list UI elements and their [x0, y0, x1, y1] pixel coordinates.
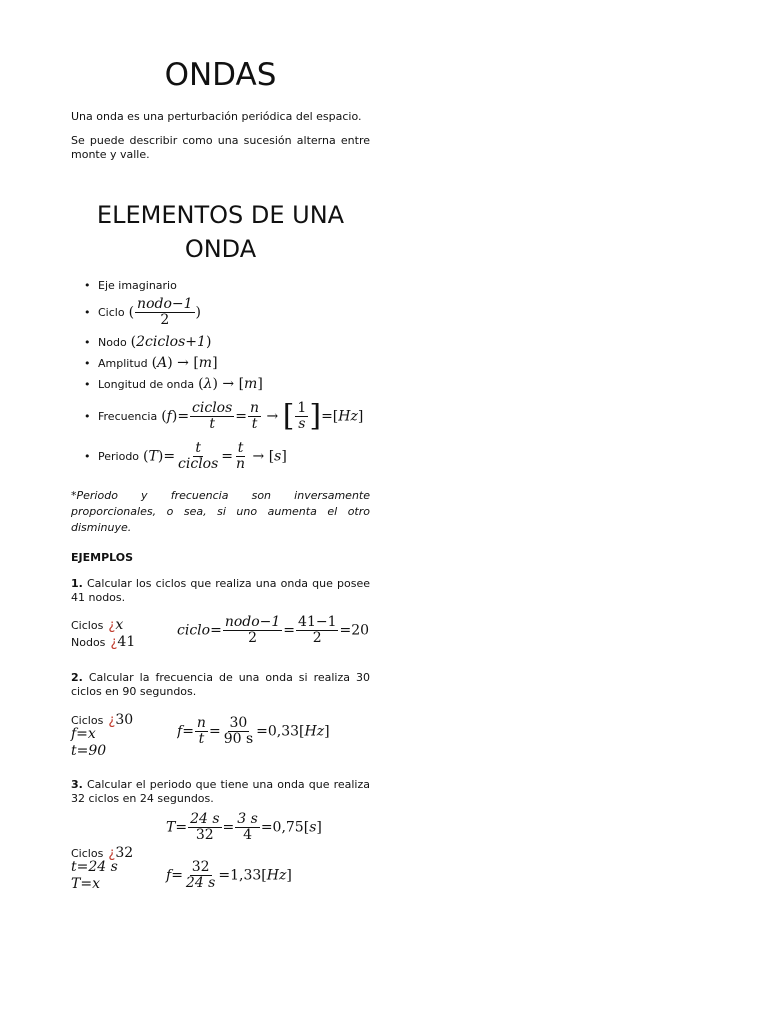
bullet: •: [84, 278, 91, 292]
example-2-given-ciclos: Ciclos ¿30: [71, 712, 134, 728]
nodo-formula: (2ciclos+1): [130, 334, 212, 350]
bullet: •: [84, 409, 91, 423]
example-1-statement: 1. Calcular los ciclos que realiza una onda que posee 41 nodos.: [71, 577, 371, 604]
list-item: [84, 438, 287, 474]
list-item: [84, 277, 177, 293]
ciclo-label: Ciclo: [98, 305, 125, 319]
ciclo-denominator: 2: [160, 311, 170, 328]
frecuencia-label: Frecuencia: [98, 409, 158, 423]
example-2-equation: f= $\frac{n}{t}$ = $\frac{30}{90 s}$ =0,33[Hz]: [177, 716, 330, 746]
bullet: •: [84, 449, 91, 463]
amplitud-formula: (A) → [m]: [151, 355, 218, 371]
bullet: •: [84, 305, 91, 319]
periodo-formula: (T)= $\frac{t}{\text{ciclos}}$ = $\frac{t}{n}$ → [s]: [143, 439, 287, 472]
list-item: [84, 294, 201, 330]
example-3-equation-period: T= $\frac{24 s}{32}$ = $\frac{3 s}{4}$ =0,75[s]: [166, 811, 322, 843]
longitud-formula: (λ) → [m]: [198, 376, 263, 392]
frecuencia-formula: (f)= $\frac{\text{ciclos}}{t}$ = $\frac{n}{t}$ → [ $\frac{1}{s}$ ]=[Hz]: [161, 398, 364, 433]
example-2-statement: 2. Calcular la frecuencia de una onda si realiza 30 ciclos en 90 segundos.: [71, 671, 370, 698]
list-item: [84, 375, 263, 393]
page-title: ONDAS: [164, 57, 277, 93]
example-2-given-f: f=x: [71, 726, 96, 742]
example-3-statement: 3. Calcular el periodo que tiene una onda que realiza 32 ciclos en 24 segundos.: [71, 778, 371, 805]
list-item: [84, 354, 218, 372]
intro-paragraph-1: Una onda es una perturbación periódica del espacio.: [71, 110, 362, 123]
example-3-given-t: t=24 s: [71, 859, 118, 875]
longitud-label: Longitud de onda: [98, 377, 195, 391]
example-1-given-ciclos: Ciclos ¿x: [71, 617, 124, 633]
example-3-given-ciclos: Ciclos ¿32: [71, 845, 134, 861]
examples-heading: EJEMPLOS: [71, 551, 134, 564]
amplitud-label: Amplitud: [98, 356, 148, 370]
intro-paragraph-2: Se puede describir como una sucesión alterna entre monte y valle.: [71, 134, 370, 161]
example-3-equation-frequency: f= $\frac{32}{24 s}$ =1,33[Hz]: [166, 859, 292, 891]
bullet: •: [84, 356, 91, 370]
ciclo-formula: ( $\frac{\text{nodo−1}}{2}$ ): [128, 295, 201, 328]
elements-heading: ELEMENTOS DE UNA ONDA: [96, 201, 345, 263]
bullet: •: [84, 377, 91, 391]
eje-label: Eje imaginario: [98, 278, 177, 292]
nodo-label: Nodo: [98, 335, 127, 349]
list-item: [84, 396, 363, 436]
example-1-equation: ciclo= $\frac{\text{nodo−1}}{2}$ = $\frac{41-1}{2}$ =20: [177, 615, 370, 645]
example-1-given-nodos: Nodos ¿41: [71, 634, 136, 650]
list-item: [84, 333, 211, 351]
example-2-given-t: t=90: [71, 743, 107, 759]
note-paragraph: *Periodo y frecuencia son inversamente proporcionales, o sea, si uno aumenta el otro disminuye.: [71, 489, 370, 534]
example-3-given-T: T=x: [71, 876, 100, 892]
ciclo-numerator: nodo−1: [137, 295, 193, 312]
periodo-label: Periodo: [98, 449, 140, 463]
bullet: •: [84, 335, 91, 349]
